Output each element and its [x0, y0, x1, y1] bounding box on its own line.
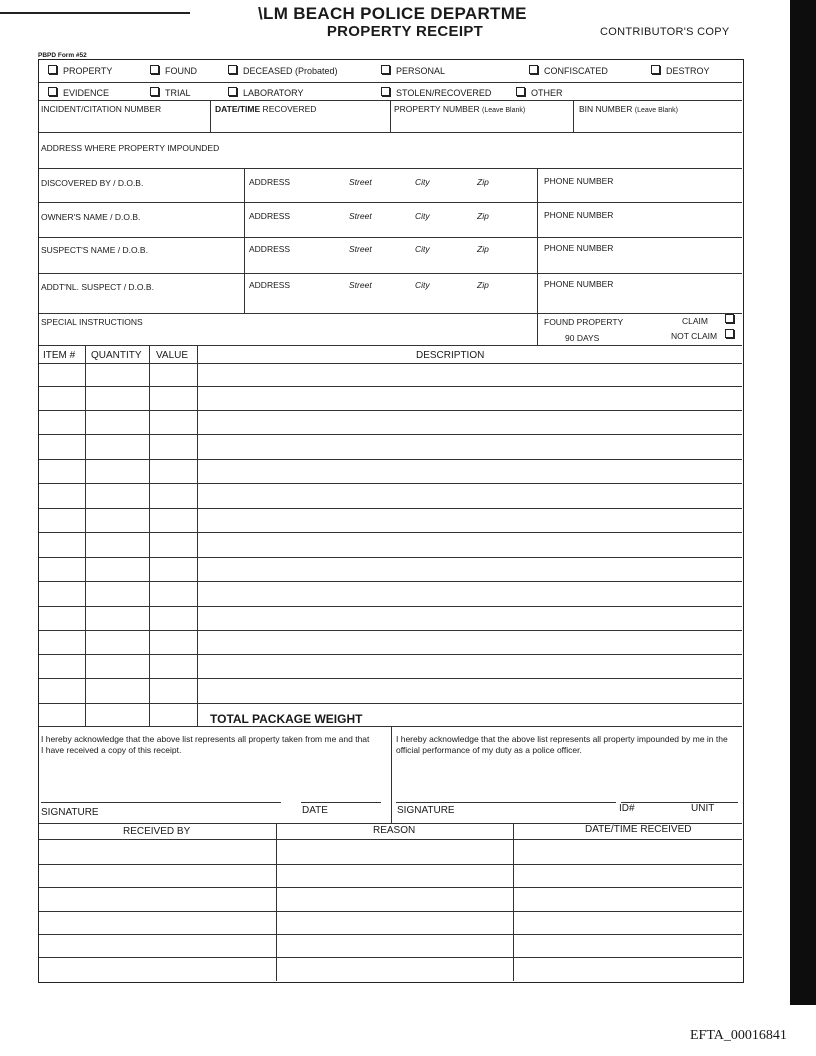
checkbox-personal[interactable]	[381, 65, 390, 74]
checkbox-trial[interactable]	[150, 87, 159, 96]
form-title: PROPERTY RECEIPT	[326, 23, 484, 40]
date-label: DATE	[302, 805, 328, 816]
zip-label: Zip	[477, 177, 489, 187]
row-rule	[39, 839, 742, 840]
phone-label: PHONE NUMBER	[544, 243, 614, 253]
checkbox-evidence[interactable]	[48, 87, 57, 96]
signature-line	[396, 802, 616, 803]
zip-label: Zip	[477, 244, 489, 254]
checkbox-label-property: PROPERTY	[63, 66, 113, 76]
acknowledgement-left: I hereby acknowledge that the above list represents all property taken from me and that I have received a copy of this receipt.	[41, 734, 370, 755]
row-rule	[39, 581, 742, 582]
row-rule	[39, 654, 742, 655]
phone-label: PHONE NUMBER	[544, 176, 614, 186]
description-header: DESCRIPTION	[416, 350, 485, 361]
unit-label: UNIT	[691, 803, 715, 814]
checkbox-claim[interactable]	[725, 314, 734, 323]
row-rule	[39, 630, 742, 631]
checkbox-laboratory[interactable]	[228, 87, 237, 96]
found-property-label: FOUND PROPERTY	[544, 317, 624, 327]
city-label: City	[415, 280, 430, 290]
checkbox-other[interactable]	[516, 87, 525, 96]
date-time-recovered-label: DATE/TIME RECOVERED	[215, 104, 317, 114]
zip-label: Zip	[477, 211, 489, 221]
row-rule	[39, 483, 742, 484]
checkbox-label-laboratory: LABORATORY	[243, 88, 304, 98]
col-rule	[244, 168, 245, 313]
row-rule	[39, 887, 742, 888]
col-rule	[85, 345, 86, 726]
row-rule	[39, 202, 742, 203]
row-rule	[39, 532, 742, 533]
row-rule	[39, 386, 742, 387]
signature-line	[41, 802, 281, 803]
row-rule	[39, 934, 742, 935]
value-header: VALUE	[156, 350, 189, 361]
checkbox-label-found: FOUND	[165, 66, 197, 76]
checkbox-found[interactable]	[150, 65, 159, 74]
checkbox-destroy[interactable]	[651, 65, 660, 74]
row-rule	[39, 703, 742, 704]
claim-label: CLAIM	[682, 316, 708, 326]
incident-number-label: INCIDENT/CITATION NUMBER	[41, 104, 162, 114]
zip-label: Zip	[477, 280, 489, 290]
col-rule	[573, 100, 574, 132]
checkbox-confiscated[interactable]	[529, 65, 538, 74]
col-rule	[149, 345, 150, 726]
row-rule	[39, 345, 742, 346]
row-rule	[39, 82, 742, 83]
checkbox-label-trial: TRIAL	[165, 88, 191, 98]
row-rule	[39, 459, 742, 460]
row-rule	[39, 168, 742, 169]
checkbox-label-confiscated: CONFISCATED	[544, 66, 608, 76]
special-instructions-label: SPECIAL INSTRUCTIONS	[41, 317, 143, 327]
row-rule	[39, 508, 742, 509]
checkbox-label-evidence: EVIDENCE	[63, 88, 110, 98]
col-rule	[537, 168, 538, 345]
row-rule	[39, 911, 742, 912]
checkbox-property[interactable]	[48, 65, 57, 74]
row-rule	[39, 557, 742, 558]
row-rule	[39, 957, 742, 958]
row-rule	[39, 273, 742, 274]
street-label: Street	[349, 280, 372, 290]
signature-right-label: SIGNATURE	[397, 805, 455, 816]
city-label: City	[415, 244, 430, 254]
received-by-header: RECEIVED BY	[123, 826, 191, 837]
city-label: City	[415, 177, 430, 187]
address-label: ADDRESS	[249, 177, 291, 187]
address-label: ADDRESS	[249, 280, 291, 290]
col-rule	[390, 100, 391, 132]
city-label: City	[415, 211, 430, 221]
col-rule	[197, 345, 198, 726]
acknowledgement-right: I hereby acknowledge that the above list represents all property impounded by me in the official performance of my duty as a police officer.	[396, 734, 728, 755]
checkbox-label-other: OTHER	[531, 88, 563, 98]
street-label: Street	[349, 211, 372, 221]
checkbox-stolen-recovered[interactable]	[381, 87, 390, 96]
date-line	[301, 802, 381, 803]
quantity-header: QUANTITY	[91, 350, 142, 361]
total-package-weight-label: TOTAL PACKAGE WEIGHT	[210, 712, 363, 726]
row-rule	[39, 132, 742, 133]
col-rule	[391, 726, 392, 824]
col-rule	[210, 100, 211, 132]
bin-number-label: BIN NUMBER (Leave Blank)	[579, 104, 678, 114]
ninety-days-label: 90 DAYS	[565, 333, 600, 343]
owner-name-label: OWNER'S NAME / D.O.B.	[41, 212, 141, 222]
checkbox-deceased[interactable]	[228, 65, 237, 74]
department-title: \LM BEACH POLICE DEPARTME	[258, 4, 527, 23]
street-label: Street	[349, 177, 372, 187]
address-label: ADDRESS	[249, 211, 291, 221]
address-label: ADDRESS	[249, 244, 291, 254]
reason-header: REASON	[373, 825, 416, 836]
checkbox-label-personal: PERSONAL	[396, 66, 446, 76]
date-time-received-header: DATE/TIME RECEIVED	[585, 824, 692, 835]
address-impounded-label: ADDRESS WHERE PROPERTY IMPOUNDED	[41, 143, 220, 153]
row-rule	[39, 434, 742, 435]
top-rule	[0, 12, 190, 14]
row-rule	[39, 606, 742, 607]
row-rule	[39, 678, 742, 679]
form-number: PBPD Form #52	[38, 52, 87, 59]
checkbox-label-destroy: DESTROY	[666, 66, 710, 76]
document-id: EFTA_00016841	[690, 1028, 787, 1043]
not-claim-label: NOT CLAIM	[671, 331, 718, 341]
property-receipt-form	[38, 59, 744, 983]
phone-label: PHONE NUMBER	[544, 279, 614, 289]
row-rule	[39, 363, 742, 364]
phone-label: PHONE NUMBER	[544, 210, 614, 220]
scan-edge	[790, 0, 816, 1005]
row-rule	[39, 410, 742, 411]
additional-suspect-label: ADDT'NL. SUSPECT / D.O.B.	[41, 282, 154, 292]
suspect-name-label: SUSPECT'S NAME / D.O.B.	[41, 245, 148, 255]
item-number-header: ITEM #	[43, 350, 76, 361]
property-number-label: PROPERTY NUMBER (Leave Blank)	[394, 104, 526, 114]
discovered-by-label: DISCOVERED BY / D.O.B.	[41, 178, 144, 188]
row-rule	[39, 237, 742, 238]
row-rule	[39, 313, 742, 314]
id-label: ID#	[619, 803, 635, 814]
signature-left-label: SIGNATURE	[41, 807, 99, 818]
checkbox-not-claim[interactable]	[725, 329, 734, 338]
row-rule	[39, 864, 742, 865]
street-label: Street	[349, 244, 372, 254]
id-line	[621, 802, 738, 803]
checkbox-label-deceased: DECEASED (Probated)	[243, 66, 338, 76]
copy-label: CONTRIBUTOR'S COPY	[600, 26, 730, 38]
checkbox-label-stolen-recovered: STOLEN/RECOVERED	[396, 88, 492, 98]
